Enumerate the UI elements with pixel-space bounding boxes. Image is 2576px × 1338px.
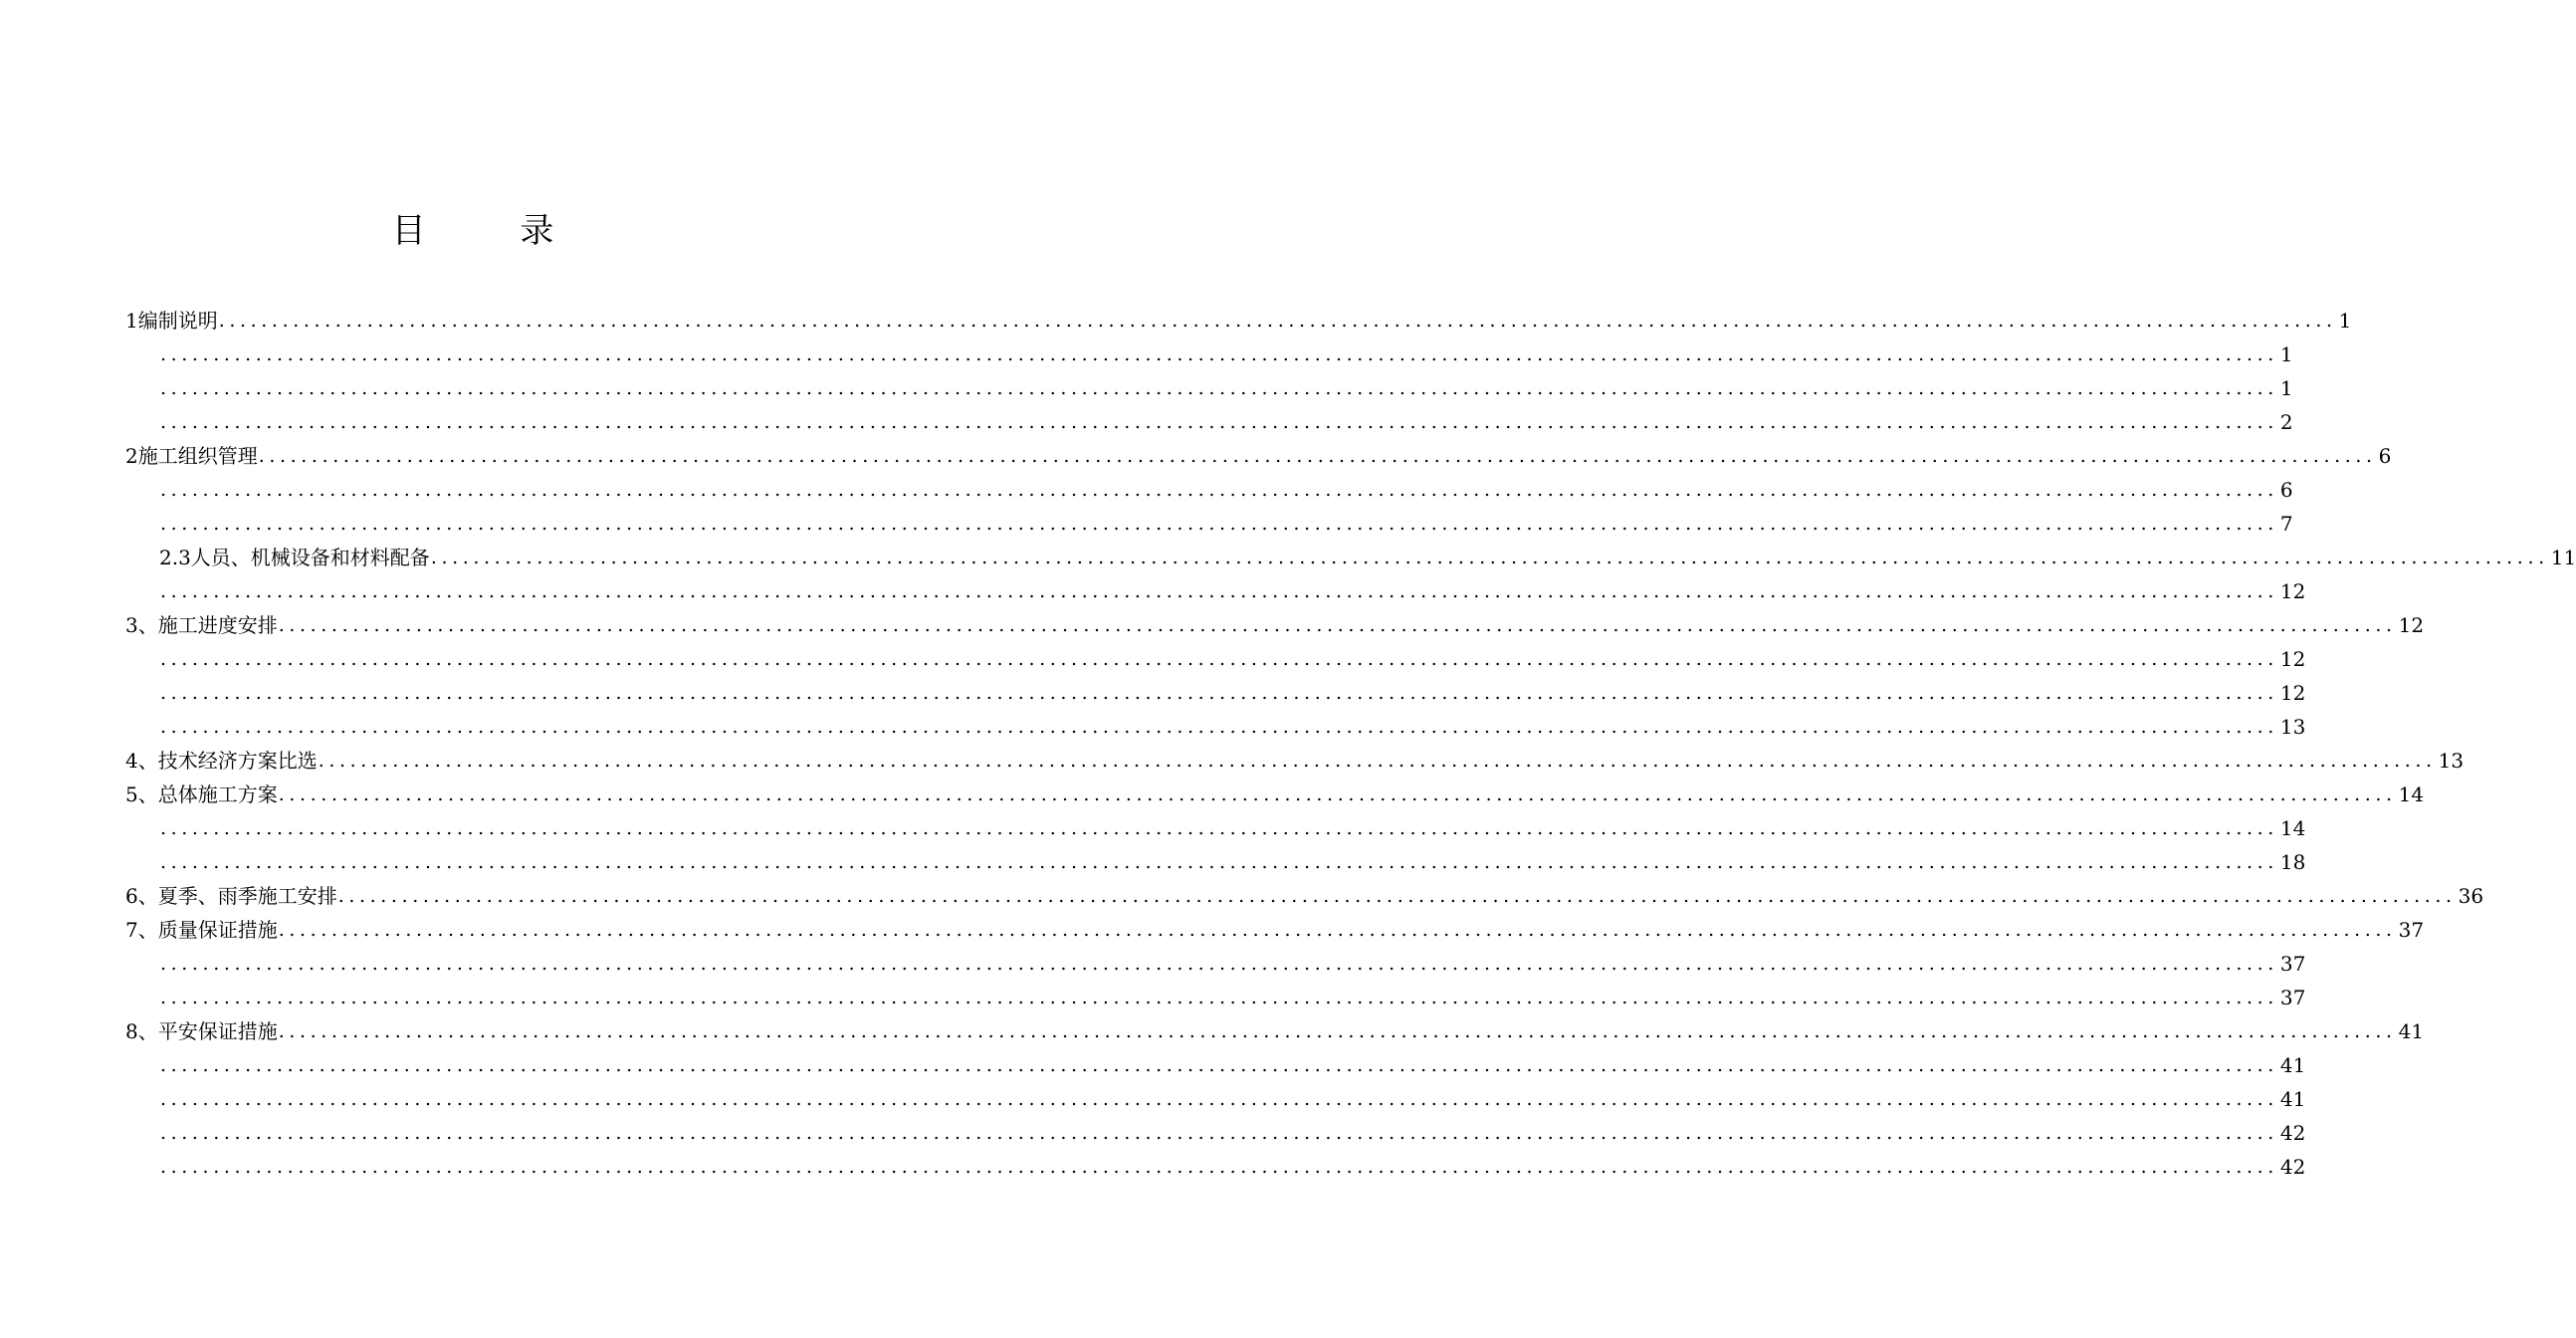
toc-entry-page: 1 xyxy=(2279,342,2293,366)
toc-entry-page: 13 xyxy=(2279,715,2306,739)
toc-entry[interactable] xyxy=(159,981,2306,1014)
toc-entry[interactable] xyxy=(159,1150,2306,1184)
toc-entry[interactable] xyxy=(159,371,2293,405)
toc-entry-page: 37 xyxy=(2279,952,2306,976)
toc-dot-leader: ........................................................................................................................................................................................................ xyxy=(160,343,2278,365)
toc-dot-leader: ........................................................................................................................................................................................................ xyxy=(160,1156,2278,1178)
toc-dot-leader: ........................................................................................................................................................................................................ xyxy=(278,919,2397,941)
toc-entry-label: 7、质量保证措施 xyxy=(125,918,278,942)
toc-entry-label: 2施工组织管理 xyxy=(125,444,258,468)
toc-dot-leader: ........................................................................................................................................................................................................ xyxy=(258,445,2377,467)
toc-entry[interactable] xyxy=(159,541,2576,574)
toc-title: 目 录 xyxy=(391,211,596,251)
toc-entry[interactable] xyxy=(159,337,2293,371)
toc-entry-page: 2 xyxy=(2279,410,2293,434)
toc-dot-leader: ........................................................................................................................................................................................................ xyxy=(160,716,2278,738)
toc-entry-page: 41 xyxy=(2279,1087,2306,1111)
toc-dot-leader: ........................................................................................................................................................................................................ xyxy=(318,750,2437,772)
toc-entry[interactable] xyxy=(159,405,2293,439)
toc-entry-label: 3、施工进度安排 xyxy=(125,613,278,637)
toc-dot-leader: ........................................................................................................................................................................................................ xyxy=(430,547,2549,568)
toc-entry[interactable] xyxy=(125,439,2392,473)
toc-entry[interactable] xyxy=(159,473,2293,507)
toc-dot-leader: ........................................................................................................................................................................................................ xyxy=(218,310,2337,332)
toc-dot-leader: ........................................................................................................................................................................................................ xyxy=(160,479,2278,501)
toc-entry-page: 12 xyxy=(2279,579,2306,603)
toc-entry-label: 8、平安保证措施 xyxy=(125,1019,278,1043)
toc-entry-page: 12 xyxy=(2279,681,2306,705)
toc-entry[interactable] xyxy=(125,778,2425,811)
toc-entry-label: 2.3人员、机械设备和材料配备 xyxy=(159,546,430,569)
toc-entry[interactable] xyxy=(159,811,2306,845)
toc-entry-page: 1 xyxy=(2338,309,2352,333)
toc-entry-label: 1编制说明 xyxy=(125,309,218,333)
toc-dot-leader: ........................................................................................................................................................................................................ xyxy=(160,411,2278,433)
toc-entry[interactable] xyxy=(159,710,2306,744)
toc-entry-page: 11 xyxy=(2550,546,2576,569)
toc-entry[interactable] xyxy=(159,845,2306,879)
toc-entry-page: 1 xyxy=(2279,376,2293,400)
toc-dot-leader: ........................................................................................................................................................................................................ xyxy=(278,783,2397,805)
toc-entry[interactable] xyxy=(159,947,2306,981)
toc-entry-page: 37 xyxy=(2398,918,2425,942)
toc-dot-leader: ........................................................................................................................................................................................................ xyxy=(160,513,2278,535)
toc-dot-leader: ........................................................................................................................................................................................................ xyxy=(278,1020,2397,1042)
toc-dot-leader: ........................................................................................................................................................................................................ xyxy=(160,851,2278,873)
toc-entry-page: 14 xyxy=(2398,782,2425,806)
toc-entry[interactable] xyxy=(159,507,2293,541)
toc-entry-page: 12 xyxy=(2279,647,2306,671)
toc-entry[interactable] xyxy=(159,574,2306,608)
toc-dot-leader: ........................................................................................................................................................................................................ xyxy=(160,1054,2278,1076)
toc-entry-page: 14 xyxy=(2279,816,2306,840)
toc-entry-page: 12 xyxy=(2398,613,2425,637)
toc-entry-page: 36 xyxy=(2458,884,2484,908)
toc-dot-leader: ........................................................................................................................................................................................................ xyxy=(160,817,2278,839)
toc-dot-leader: ........................................................................................................................................................................................................ xyxy=(160,953,2278,975)
toc-entry[interactable] xyxy=(125,879,2484,913)
toc-dot-leader: ........................................................................................................................................................................................................ xyxy=(160,1088,2278,1110)
toc-entry-page: 6 xyxy=(2378,444,2392,468)
toc-dot-leader: ........................................................................................................................................................................................................ xyxy=(337,885,2457,907)
toc-entry-label: 6、夏季、雨季施工安排 xyxy=(125,884,337,908)
toc-entry-label: 4、技术经济方案比选 xyxy=(125,749,318,773)
toc-entry[interactable] xyxy=(159,642,2306,676)
toc-dot-leader: ........................................................................................................................................................................................................ xyxy=(160,987,2278,1008)
toc-entry-page: 6 xyxy=(2279,478,2293,502)
toc-entry-label: 5、总体施工方案 xyxy=(125,782,278,806)
toc-dot-leader: ........................................................................................................................................................................................................ xyxy=(160,648,2278,670)
toc-dot-leader: ........................................................................................................................................................................................................ xyxy=(160,682,2278,704)
toc-entry[interactable] xyxy=(125,304,2352,337)
toc-entry-page: 37 xyxy=(2279,986,2306,1009)
toc-entry[interactable] xyxy=(159,1116,2306,1150)
toc-entry[interactable] xyxy=(159,1082,2306,1116)
toc-dot-leader: ........................................................................................................................................................................................................ xyxy=(278,614,2397,636)
toc-dot-leader: ........................................................................................................................................................................................................ xyxy=(160,1122,2278,1144)
toc-entry[interactable] xyxy=(125,608,2425,642)
toc-entry-page: 42 xyxy=(2279,1155,2306,1179)
toc-entry[interactable] xyxy=(125,1014,2425,1048)
toc-entry-page: 41 xyxy=(2279,1053,2306,1077)
toc-entry-page: 18 xyxy=(2279,850,2306,874)
toc-entry-page: 7 xyxy=(2279,512,2293,536)
toc-entry[interactable] xyxy=(159,676,2306,710)
toc-entry[interactable] xyxy=(159,1048,2306,1082)
toc-dot-leader: ........................................................................................................................................................................................................ xyxy=(160,580,2278,602)
toc-entry[interactable] xyxy=(125,913,2425,947)
toc-dot-leader: ........................................................................................................................................................................................................ xyxy=(160,377,2278,399)
toc-entry-page: 13 xyxy=(2438,749,2465,773)
toc-entry-page: 41 xyxy=(2398,1019,2425,1043)
toc-entry[interactable] xyxy=(125,744,2465,778)
toc-entry-page: 42 xyxy=(2279,1121,2306,1145)
